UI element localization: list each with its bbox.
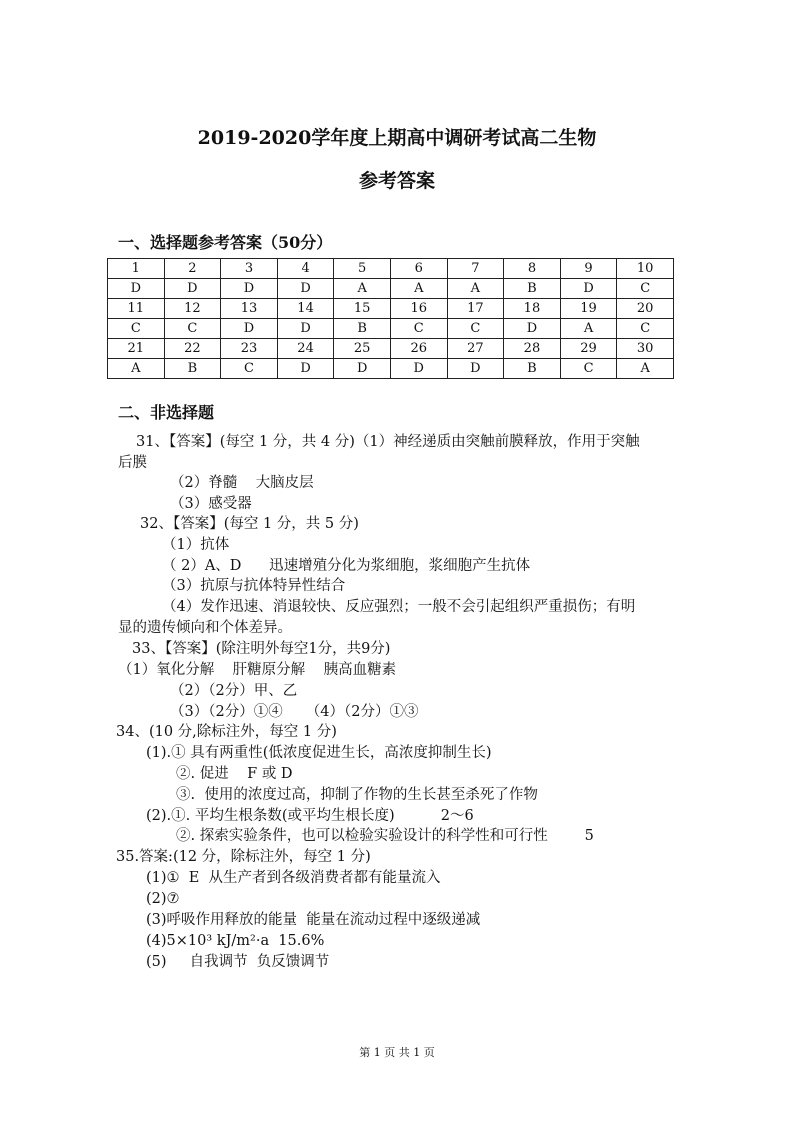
table-row <box>108 259 674 279</box>
table-row <box>108 299 674 319</box>
answer-line: (2).①. 平均生根条数(或平均生根长度) 2～6 <box>146 808 474 824</box>
table-cell: A <box>560 319 617 339</box>
page-footer: 第 1 页 共 1 页 <box>359 1046 435 1059</box>
table-cell: D <box>504 319 561 339</box>
table-cell: D <box>221 319 278 339</box>
table-cell: D <box>334 359 391 379</box>
table-cell: D <box>447 359 504 379</box>
table-cell: 27 <box>447 339 504 359</box>
table-cell: B <box>504 359 561 379</box>
table-cell: C <box>164 319 221 339</box>
table-cell: A <box>334 279 391 299</box>
answer-line: (1)① E 从生产者到各级消费者都有能量流入 <box>146 870 441 886</box>
table-row <box>108 319 674 339</box>
table-cell: 4 <box>277 259 334 279</box>
table-cell: 25 <box>334 339 391 359</box>
answer-line: (4)5×10³ kJ/m²·a 15.6% <box>146 933 325 949</box>
answer-line: (2)⑦ <box>146 891 180 907</box>
table-cell: D <box>277 319 334 339</box>
answer-line: （3）感受器 <box>170 496 252 512</box>
answer-line: （3）抗原与抗体特异性结合 <box>162 578 346 594</box>
answer-line: 显的遗传倾向和个体差异。 <box>118 620 292 636</box>
answer-line: (3)呼吸作用释放的能量 能量在流动过程中逐级递减 <box>146 912 481 928</box>
answer-line: （ 2）A、D 迅速增殖分化为浆细胞，浆细胞产生抗体 <box>162 558 531 574</box>
table-cell: 6 <box>390 259 447 279</box>
table-cell: A <box>108 359 165 379</box>
answer-line: ③. 使用的浓度过高，抑制了作物的生长甚至杀死了作物 <box>176 787 538 803</box>
table-cell: 12 <box>164 299 221 319</box>
table-cell: A <box>390 279 447 299</box>
table-cell: C <box>221 359 278 379</box>
table-cell: 11 <box>108 299 165 319</box>
table-cell: D <box>560 279 617 299</box>
table-cell: D <box>108 279 165 299</box>
answer-line: (5) 自我调节 负反馈调节 <box>146 954 330 970</box>
table-row <box>108 359 674 379</box>
table-cell: B <box>334 319 391 339</box>
answer-line: ②. 促进 F 或 D <box>176 766 293 782</box>
answer-line: （1）氧化分解 肝糖原分解 胰高血糖素 <box>118 662 397 678</box>
table-cell: 5 <box>334 259 391 279</box>
table-cell: B <box>164 359 221 379</box>
table-cell: 21 <box>108 339 165 359</box>
section-heading-nonchoice: 二、非选择题 <box>118 403 215 422</box>
table-cell: 15 <box>334 299 391 319</box>
table-cell: C <box>617 279 674 299</box>
table-cell: 7 <box>447 259 504 279</box>
table-cell: C <box>617 319 674 339</box>
answer-table <box>107 258 674 379</box>
table-cell: 2 <box>164 259 221 279</box>
answer-line: （2）（2分）甲、乙 <box>170 683 298 699</box>
table-cell: D <box>277 359 334 379</box>
table-cell: 19 <box>560 299 617 319</box>
table-cell: D <box>221 279 278 299</box>
table-cell: 24 <box>277 339 334 359</box>
table-row <box>108 339 674 359</box>
table-cell: A <box>617 359 674 379</box>
table-cell: C <box>560 359 617 379</box>
table-cell: 18 <box>504 299 561 319</box>
table-cell: 13 <box>221 299 278 319</box>
answer-line: 32、【答案】(每空 1 分，共 5 分) <box>140 516 359 532</box>
answer-line: (1).① 具有两重性(低浓度促进生长，高浓度抑制生长) <box>146 745 492 761</box>
table-cell: 28 <box>504 339 561 359</box>
answer-line: （3）（2分）①④ （4）（2分）①③ <box>170 704 419 720</box>
answer-line: ②. 探索实验条件，也可以检验实验设计的科学性和可行性 5 <box>176 828 594 844</box>
table-cell: 26 <box>390 339 447 359</box>
table-cell: 20 <box>617 299 674 319</box>
answer-line: 34、(10 分,除标注外，每空 1 分) <box>116 724 337 740</box>
table-cell: C <box>447 319 504 339</box>
table-cell: 22 <box>164 339 221 359</box>
answer-line: 31、【答案】(每空 1 分，共 4 分)（1）神经递质由突触前膜释放，作用于突触 <box>136 434 640 450</box>
table-cell: 29 <box>560 339 617 359</box>
answer-line: （2）脊髓 大脑皮层 <box>170 475 314 491</box>
table-cell: B <box>504 279 561 299</box>
table-cell: D <box>390 359 447 379</box>
table-cell: 1 <box>108 259 165 279</box>
table-cell: 23 <box>221 339 278 359</box>
table-row <box>108 279 674 299</box>
table-cell: 14 <box>277 299 334 319</box>
section-heading-choice: 一、选择题参考答案（50分） <box>118 233 333 252</box>
answer-line: 35.答案:(12 分，除标注外，每空 1 分) <box>116 849 371 865</box>
table-cell: 17 <box>447 299 504 319</box>
answer-line: 后膜 <box>118 455 147 471</box>
table-cell: 10 <box>617 259 674 279</box>
document-title: 2019-2020学年度上期高中调研考试高二生物 <box>197 127 597 149</box>
table-cell: D <box>277 279 334 299</box>
table-cell: 8 <box>504 259 561 279</box>
table-cell: C <box>108 319 165 339</box>
table-cell: 9 <box>560 259 617 279</box>
answer-line: （1）抗体 <box>162 537 230 553</box>
table-cell: A <box>447 279 504 299</box>
table-cell: D <box>164 279 221 299</box>
table-cell: 30 <box>617 339 674 359</box>
table-cell: C <box>390 319 447 339</box>
answer-line: （4）发作迅速、消退较快、反应强烈；一般不会引起组织严重损伤；有明 <box>162 599 636 615</box>
table-cell: 3 <box>221 259 278 279</box>
answer-line: 33、【答案】(除注明外每空1分，共9分) <box>132 641 391 657</box>
table-cell: 16 <box>390 299 447 319</box>
document-subtitle: 参考答案 <box>358 170 435 192</box>
